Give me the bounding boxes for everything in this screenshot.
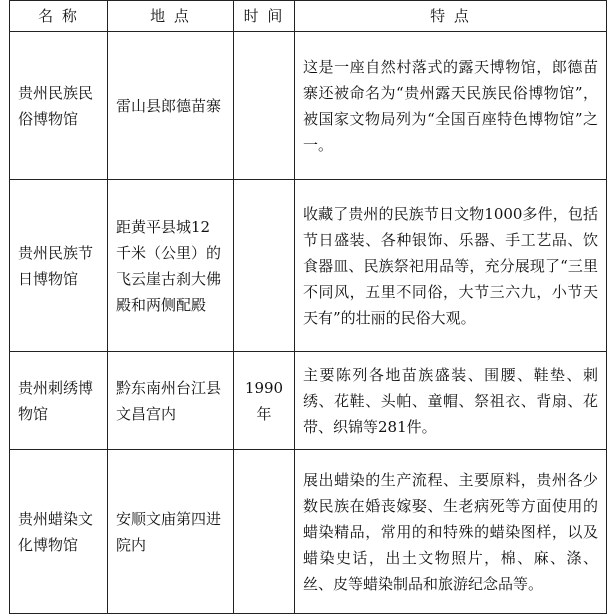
cell-time: [234, 180, 295, 352]
cell-feature: 展出蜡染的生产流程、主要原料，贵州各少数民族在婚丧嫁娶、生老病死等方面使用的蜡染精品，常用的和特殊的蜡染图样，以及蜡染史话，出土文物照片，棉、麻、涤、丝、皮等蜡染制品和旅游纪念品等。: [295, 450, 607, 614]
table-header-row: [10, 1, 607, 32]
cell-time: 1990年: [234, 352, 295, 450]
cell-time: [234, 450, 295, 614]
table-row: [10, 352, 607, 450]
cell-name: 贵州刺绣博物馆: [10, 352, 108, 450]
museum-table: [9, 0, 607, 614]
cell-location: 距黄平县城12千米（公里）的飞云崖古刹大佛殿和两侧配殿: [108, 180, 234, 352]
cell-time: [234, 32, 295, 180]
table-row: [10, 450, 607, 614]
cell-name: 贵州蜡染文化博物馆: [10, 450, 108, 614]
header-time: 时 间: [234, 1, 295, 32]
cell-location: 雷山县郎德苗寨: [108, 32, 234, 180]
cell-location: 安顺文庙第四进院内: [108, 450, 234, 614]
header-location: 地 点: [108, 1, 234, 32]
table-row: [10, 32, 607, 180]
cell-feature: 收藏了贵州的民族节日文物1000多件，包括节日盛装、各种银饰、乐器、手工艺品、饮食器皿、民族祭祀用品等，充分展现了“三里不同风，五里不同俗，大节三六九，小节天天有”的壮丽的民俗大观。: [295, 180, 607, 352]
header-name: 名 称: [10, 1, 108, 32]
cell-feature: 主要陈列各地苗族盛装、围腰、鞋垫、刺绣、花鞋、头帕、童帽、祭祖衣、背扇、花带、织锦等281件。: [295, 352, 607, 450]
table-row: [10, 180, 607, 352]
cell-name: 贵州民族节日博物馆: [10, 180, 108, 352]
cell-name: 贵州民族民俗博物馆: [10, 32, 108, 180]
header-feature: 特 点: [295, 1, 607, 32]
cell-feature: 这是一座自然村落式的露天博物馆，郎德苗寨还被命名为“贵州露天民族民俗博物馆”，被国家文物局列为“全国百座特色博物馆”之一。: [295, 32, 607, 180]
cell-location: 黔东南州台江县文昌宫内: [108, 352, 234, 450]
